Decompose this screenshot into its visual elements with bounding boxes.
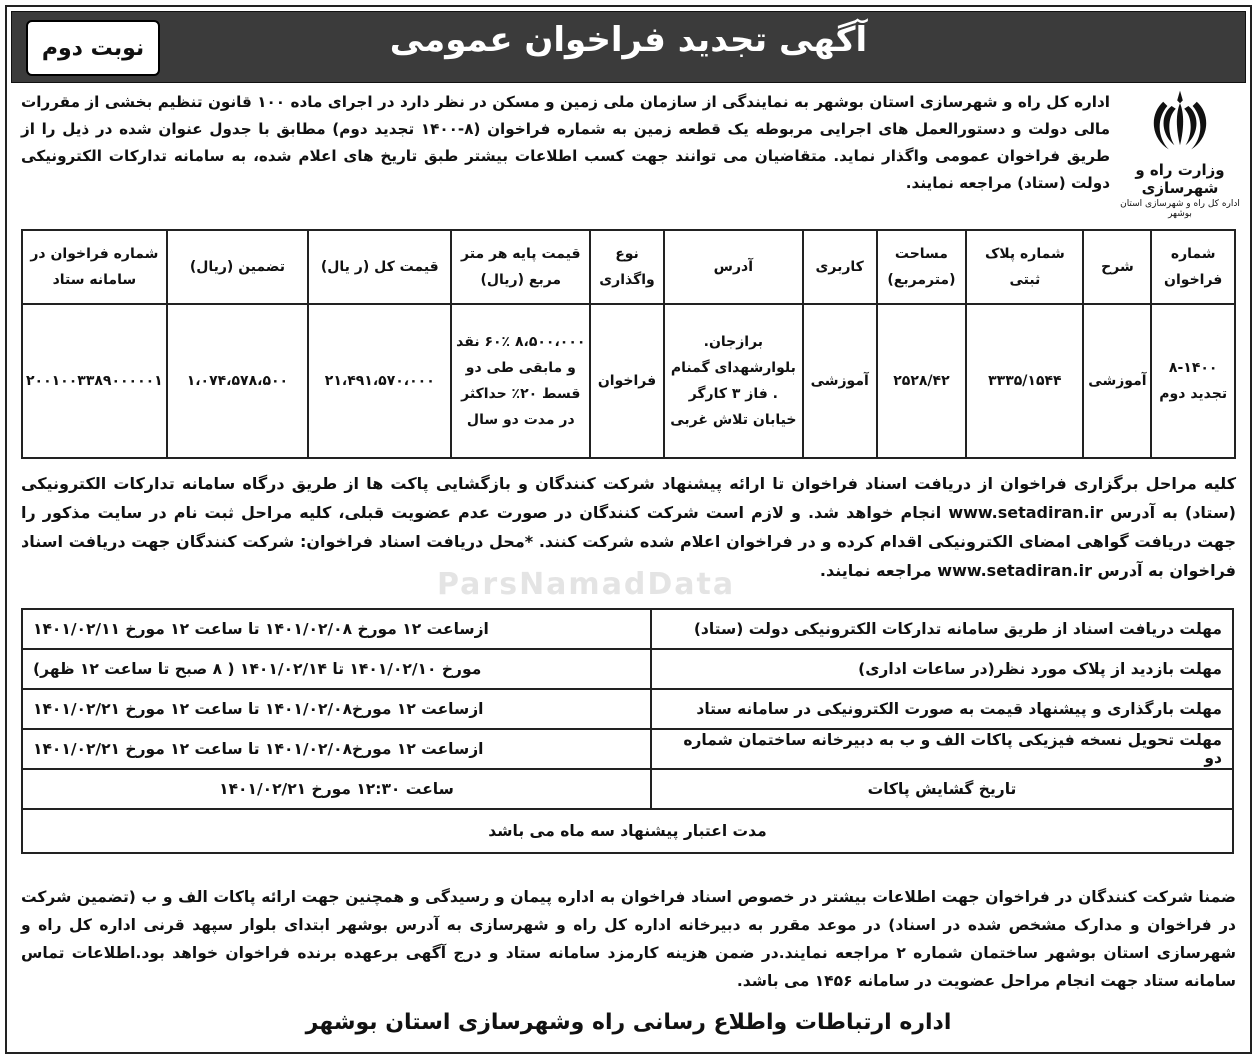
deadline-value: ازساعت ۱۲ مورخ۱۴۰۱/۰۲/۰۸ تا ساعت ۱۲ مورخ ۱۴۰۱/۰۲/۲۱ bbox=[22, 729, 651, 769]
procedure-text-1: کلیه مراحل برگزاری فراخوان از دریافت اسناد فراخوان تا ارائه پیشنهاد شرکت کنندگان و بازگشایی پاکت ها از طریق درگاه سامانه تدارکات الکترونیکی (ستاد) به آدرس bbox=[21, 474, 1236, 522]
deadline-row bbox=[22, 769, 1233, 809]
ministry-name: وزارت راه و شهرسازی bbox=[1135, 161, 1225, 197]
col-transfer: نوع واگذاری bbox=[590, 230, 664, 304]
cell-desc: آموزشی bbox=[1083, 304, 1151, 458]
col-total-price: قیمت کل (ر یال) bbox=[308, 230, 451, 304]
iran-emblem-icon bbox=[1145, 85, 1215, 155]
deadline-value: ازساعت ۱۲ مورخ ۱۴۰۱/۰۲/۰۸ تا ساعت ۱۲ مورخ ۱۴۰۱/۰۲/۱۱ bbox=[22, 609, 651, 649]
procedure-paragraph bbox=[21, 469, 1236, 585]
cell-base-price: ۸،۵۰۰،۰۰۰ ۶۰٪ نقد و مابقی طی دو قسط ۲۰٪ حداکثر در مدت دو سال bbox=[451, 304, 590, 458]
deadline-label: تاریخ گشایش پاکات bbox=[651, 769, 1233, 809]
deadline-label: مهلت بارگذاری و پیشنهاد قیمت به صورت الکترونیکی در سامانه ستاد bbox=[651, 689, 1233, 729]
round-badge: نوبت دوم bbox=[26, 20, 160, 76]
deadline-value: ازساعت ۱۲ مورخ۱۴۰۱/۰۲/۰۸ تا ساعت ۱۲ مورخ ۱۴۰۱/۰۲/۲۱ bbox=[22, 689, 651, 729]
col-plate: شماره پلاک ثبتی bbox=[966, 230, 1083, 304]
col-area: مساحت (مترمربع) bbox=[877, 230, 967, 304]
contact-paragraph: ضمنا شرکت کنندگان در فراخوان جهت اطلاعات بیشتر در خصوص اسناد فراخوان به اداره پیمان و رسیدگی و همچنین جهت ارائه پاکات الف و ب (تضمین شرکت در فراخوان و مدارک مشخص شده در اسناد) در موعد مقرر به دبیرخانه اداره کل راه و شهرسازی به آدرس بوشهر ابتدای بلوار سپهد قرنی اداره کل راه و شهرسازی استان بوشهر ساختمان شماره ۲ مراجعه نمایند.در ضمن هزینه کارمزد سامانه ستاد و درج آگهی برعهده برنده فراخوان خواهد بود.اطلاعات تماس سامانه ستاد جهت انجام مراحل عضویت در سامانه ۱۴۵۶ می باشد. bbox=[21, 888, 1236, 990]
setad-link-1[interactable]: www.setadiran.ir bbox=[948, 503, 1104, 522]
deadline-row bbox=[22, 729, 1233, 769]
intro-paragraph: اداره کل راه و شهرسازی استان بوشهر به نمایندگی از سازمان ملی زمین و مسکن در نظر دارد در اجرای ماده ۱۰۰ قانون تنظیم بخشی از مقررات مالی دولت و دستورالعمل های اجرایی مربوطه یک قطعه زمین به شماره فراخوان (۸-۱۴۰۰ تجدید دوم) مطابق با جدول عنوان شده در ذیل را از طریق فراخوان عمومی واگذار نماید. متقاضیان می توانند جهت کسب اطلاعات بیشتر طبق تاریخ های اعلام شده، به سامانه تدارکات الکترونیکی دولت (ستاد) مراجعه نمایند. bbox=[21, 93, 1110, 192]
cell-transfer: فراخوان bbox=[590, 304, 664, 458]
cell-setad-number: ۲۰۰۱۰۰۳۳۸۹۰۰۰۰۰۱ bbox=[22, 304, 167, 458]
col-usage: کاربری bbox=[803, 230, 877, 304]
cell-number: ۸-۱۴۰۰ تجدید دوم bbox=[1151, 304, 1235, 458]
deadline-row bbox=[22, 649, 1233, 689]
deadline-row bbox=[22, 689, 1233, 729]
notice-header bbox=[11, 11, 1246, 83]
col-setad-number: شماره فراخوان در سامانه ستاد bbox=[22, 230, 167, 304]
col-guarantee: تضمین (ریال) bbox=[167, 230, 308, 304]
cell-total-price: ۲۱،۴۹۱،۵۷۰،۰۰۰ bbox=[308, 304, 451, 458]
cell-plate: ۳۳۳۵/۱۵۴۴ bbox=[966, 304, 1083, 458]
deadline-row bbox=[22, 609, 1233, 649]
ministry-logo bbox=[1120, 85, 1240, 219]
validity-text: مدت اعتبار پیشنهاد سه ماه می باشد bbox=[22, 809, 1233, 853]
col-desc: شرح bbox=[1083, 230, 1151, 304]
validity-row bbox=[22, 809, 1233, 853]
watermark: ParsNamadData bbox=[437, 567, 736, 602]
deadline-value: ساعت ۱۲:۳۰ مورخ ۱۴۰۱/۰۲/۲۱ bbox=[22, 769, 651, 809]
deadline-value: مورخ ۱۴۰۱/۰۲/۱۰ تا ۱۴۰۱/۰۲/۱۴ ( ۸ صبح تا ساعت ۱۲ ظهر) bbox=[22, 649, 651, 689]
table-header-row bbox=[22, 230, 1235, 304]
col-address: آدرس bbox=[664, 230, 803, 304]
deadline-label: مهلت بازدید از پلاک مورد نظر(در ساعات اداری) bbox=[651, 649, 1233, 689]
deadlines-table bbox=[21, 608, 1234, 854]
cell-address: برازجان. بلوارشهدای گمنام . فاز ۳ کارگر خیابان تلاش غربی bbox=[664, 304, 803, 458]
setad-link-2[interactable]: www.setadiran.ir bbox=[937, 561, 1092, 580]
procedure-text-3: مراجعه نمایند. bbox=[819, 561, 932, 580]
deadline-label: مهلت تحویل نسخه فیزیکی پاکات الف و ب به دبیرخانه ساختمان شماره دو bbox=[651, 729, 1233, 769]
procedure-text-2: انجام خواهد شد. و لازم است شرکت کنندگان در صورت عدم عضویت قبلی، کلیه مراحل ثبت نام در سایت مذکور را جهت دریافت گواهی امضای الکترونیکی اقدام کرده و در فراخوان اعلام شده شرکت کنند. *محل دریافت اسناد فراخوان: شرکت کنندگان جهت دریافت اسناد فراخوان به آدرس bbox=[21, 503, 1236, 580]
tender-notice bbox=[5, 5, 1252, 1054]
cell-guarantee: ۱،۰۷۴،۵۷۸،۵۰۰ bbox=[167, 304, 308, 458]
col-base-price: قیمت پایه هر متر مربع (ریال) bbox=[451, 230, 590, 304]
land-table bbox=[21, 229, 1236, 459]
notice-title: آگهی تجدید فراخوان عمومی bbox=[389, 20, 868, 60]
cell-usage: آموزشی bbox=[803, 304, 877, 458]
cell-area: ۲۵۲۸/۴۲ bbox=[877, 304, 967, 458]
deadline-label: مهلت دریافت اسناد از طریق سامانه تدارکات الکترونیکی دولت (ستاد) bbox=[651, 609, 1233, 649]
table-row bbox=[22, 304, 1235, 458]
footer-signature: اداره ارتباطات واطلاع رسانی راه وشهرسازی استان بوشهر bbox=[305, 1010, 952, 1035]
col-number: شماره فراخوان bbox=[1151, 230, 1235, 304]
ministry-subtitle: اداره کل راه و شهرسازی استان بوشهر bbox=[1120, 199, 1240, 219]
